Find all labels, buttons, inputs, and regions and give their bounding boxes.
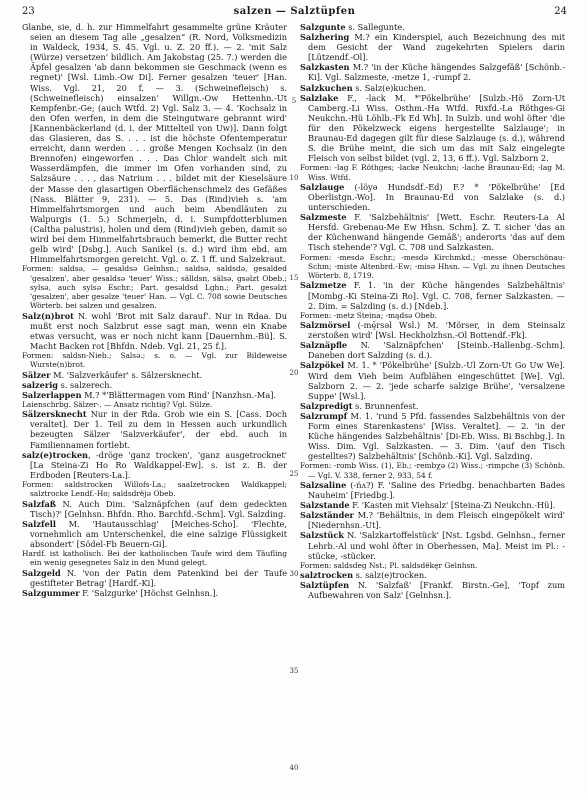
entry-text: Formen: saldsn-Nieb.; Salsə.; s. o. — Vgl. zur Bildeweise Wurste(n)brot. [22, 351, 287, 370]
dictionary-entry [300, 580, 565, 600]
dictionary-entry [22, 499, 287, 519]
entry-headword: Salzfell [22, 518, 56, 529]
line-number: 10 [289, 174, 299, 182]
entry-text: (-ńʌ?) F. 'Saline des Friedbg. benachbarten Bades Nauheim' [Friedbg.]. [308, 479, 565, 501]
entry-headword: Sälzersknecht [22, 409, 87, 420]
dictionary-entry [300, 182, 565, 212]
entry-text: Formen: -metz Steina; -mądsə Obeb. [300, 310, 437, 320]
entry-headword: Salzhering [300, 32, 350, 43]
entry-text: Formen: -romb Wiss. (1), Eb.; -rembχə (2) Wiss.; -rimpche (3) Schönb. — Vgl. V. 338, ferner 2, 933, 54 f. [300, 461, 565, 480]
forms-note [300, 163, 565, 182]
entry-text: M. 1. 'rund 5 Pfd. fassendes Salzbehältnis von der Form eines Starenkastens' [Wiss. Veraltet]. — 2. 'in der Küche hängendes Salzbehältnis' [Di-Eb. Wiss. Bi Bschbg.]. In Wiss. Dim. Vgl. Salzkasten. — 3. Dim. '(auf den Tisch gestelltes?) Salzbehältnis' [Schönb.-Ki]. Vgl. Salzding. [308, 410, 565, 462]
entry-text: Formen: saldsdeg Nst.; Pl. saldsdëkęr Gelnhsn. [300, 560, 478, 570]
entry-headword: Salzmörsel [300, 320, 351, 331]
entry-headword: salztrocken [300, 569, 354, 580]
dictionary-entry [22, 568, 287, 588]
entry-headword: Salzgeld [22, 567, 61, 578]
entry-text: M. 'Hautausschlag' [Meiches-Scho]. 'Flechte, vornehmlich am Unterschenkel, die eine salzige Flüssigkeit absondert' [Södel-Fb Beuern-Gi]. [30, 518, 287, 549]
entry-text: F., -lack M. *'Pökelbrühe' [Sulzb.-Hö Zorn-Ut Camberg.-Li Wiss. Osthm.-Ha Wtfd. Rixfd.-La Röthges-Gi Neukchn.-Hü Löhlb.-Fk Ed Wh]. In Sulzb. und wohl öfter 'die für den Pökelzweck eigens hergestellte Salzlauge'; in Braunau-Ed dagegen gilt für diese Salzlauge (s. d.), während S. die Brühe meint, die sich um das mit Salz eingelegte Fleisch von selbst bildet (vgl. 2, 13, 6 ff.). Vgl. Salzborn 2. [308, 92, 565, 164]
dictionary-entry [22, 311, 287, 351]
entry-text: Nur in der Rda. Grob wie ein S. [Cass. Doch veraltet]. Der 1. Teil zu dem in Hessen auch urkundlich bezeugten Sälzer 'Salzverkäufer', der ebd. auch in Familiennamen fortlebt. [30, 409, 287, 450]
dictionary-entry [300, 411, 565, 461]
entry-text: M.? 'Behältnis, in dem Fleisch eingepökelt wird' [Niedernhsn.-Ut]. [308, 510, 565, 531]
forms-note [22, 264, 287, 310]
dictionary-entry [22, 519, 287, 549]
entry-text: F. 'Kasten mit Viehsalz' [Steina-Zi Neukchn.-Hü]. [349, 500, 556, 511]
entry-text: Formen: saldstrocken Willofs-La.; saalzetrocken Waldkappel; salztrocke Lendf.-Ho; saldsdrëjə Obeb. [22, 479, 287, 499]
entry-text: Hardf. ist katholisch. Bei der katholischen Taufe wird dem Täufling ein wenig gesegnetes Salz in den Mund gelegt. [22, 549, 287, 568]
entry-headword: Salzlauge [300, 181, 345, 192]
entry-headword: Salzkuchen [300, 82, 353, 93]
line-number: 15 [289, 274, 299, 282]
entry-text: F. 'Salzgurke' [Höchst Gelnhsn.]. [79, 587, 219, 598]
entry-text: , -dröge 'ganz trocken', 'ganz ausgetrocknet' [La Steina-Zi Ho Ro Waldkappel-Ew]. s. ist z. B. der Erdboden [Reuters-La.]. [30, 449, 287, 480]
entry-text: N. 'Salznäpfchen' [Steinb.-Hallenbg.-Schm]. Daneben dort Salzding (s. d.). [308, 340, 565, 361]
entry-text: F. 1. 'in der Küche hängendes Salzbehältnis' [Mombg.-Ki Steina-Zi Ro]. Vgl. C. 708, ferner Salzkasten. — 2. Dim. = Salzding (s. d.) [Ndeb.]. [308, 280, 565, 311]
dictionary-entry [300, 340, 565, 360]
dictionary-entry [300, 320, 565, 340]
entry-headword: Salzgummer [22, 587, 80, 598]
entry-text: Laienschrbg. Sälzer-. — Ansatz richtig? Vgl. Sülze. [22, 399, 213, 409]
entry-text: N. Auch Dim. 'Salznäpfchen (auf dem gedeckten Tisch)?' [Gelnhsn. Bhfdn. Rho. Barchfd.-Schm]. Vgl. Salzding. [30, 498, 287, 519]
entry-text: N. wohl 'Brot mit Salz darauf'. Nur in Rdaa. Du mußt erst noch Salzbrut esse sagt man, wenn ein Knabe etwas versucht, was er noch nicht kann [Dauernhm.-Bü]. S. Macht Backen rot [Bhfdn. Ndeb. Vgl. 21, 25 f.]. [30, 310, 287, 352]
entry-headword: Salzlake [300, 92, 339, 103]
forms-note [300, 311, 565, 320]
entry-headword: Salzmetze [300, 280, 347, 291]
entry-headword: Salznäpfle [300, 340, 348, 351]
entry-text: s. salzerech. [58, 379, 113, 390]
entry-headword: Salztüpfen [300, 580, 350, 591]
entry-text: (-löyə Hundsdf.-Ed) F.? * 'Pökelbrühe' [Ed Oberlistgn.-Wo]. In Braunau-Ed von Salzlake (s. d.) unterschieden. [308, 181, 565, 213]
entry-headword: Salzstück [300, 530, 344, 541]
forms-note [300, 561, 565, 570]
entry-headword: Salzpökel [300, 360, 345, 371]
line-number: 25 [289, 470, 299, 478]
entry-headword: Salzrumpf [300, 410, 348, 421]
entry-text: Formen: -mesdə Eschr.; -mesdə Kirchmkd.; -messe Oberschönau-Schm; -miste Altenbrd.-Ew; -misə Hhsn. — Vgl. zu ihnen Deutsches Wörterb. 8, 1719. [300, 252, 565, 281]
entry-headword: Salzkasten [300, 62, 350, 73]
entry-headword: Salz(n)brot [22, 310, 74, 321]
running-title: salzen — Salztüpfen [233, 6, 356, 17]
entry-text: N. 'Salzfaß' [Frankf. Birstn.-Ge], 'Topf zum Aufbewahren von Salz' [Gelnhsn.]. [308, 580, 565, 601]
dictionary-entry [300, 360, 565, 400]
entry-text: N. 'von der Patin dem Patenkind bei der Taufe gestifteter Betrag' [Hardf.-Ki]. [30, 567, 287, 588]
line-number: 30 [289, 570, 299, 578]
entry-headword: Salzfaß [22, 498, 57, 509]
entry-headword: Salzsaline [300, 479, 347, 490]
entry-text: M.? 'in der Küche hängendes Salzgefäß' [Schönb.-Ki]. Vgl. Salzmeste, -metze 1, -rumpf 2. [308, 62, 565, 83]
dictionary-entry [300, 500, 565, 510]
dictionary-entry [300, 280, 565, 310]
dictionary-entry [22, 22, 287, 264]
entry-text: Formen: saldsə, — gesaldsə Gelnhsn.; saldsə, saldsdə, gesalded 'gesalzen', aber gesaldsə 'teuer' Wiss.; sälldsn, sälsə, gsəlzt Obeb.; sylsə, auch sylsə Eschr.; Part. gesəldsd Lghn.; Part. gesəlzt 'gesalzen', aber gesəlze 'teuer' Han. — Vgl. C. 708 sowie Deutsches Wörterb. bei salzen und gesalzen. [22, 264, 287, 311]
dictionary-entry [300, 22, 565, 32]
entry-headword: Salzstande [300, 500, 350, 511]
entry-text: Glanbe, sie, d. h. zur Himmelfahrt gesammelte grüne Kräuter seien an diesem Tag alle „gesalzen“ (R. Nord, Volksmedizin in Waldeck, 1934, S. 45. Vgl. u. Z. 20 ff.). — 2. 'mit Salz (Würze) versetzen' bildlich. Am Jakobstag (25. 7.) werden die Äpfel gesalzen 'ab dann bekommen sie Geschmack (wenn es regnet)' [Wsl. Limb.-Ow Di]. Ferner gesalzen 'teuer' [Han. Wiss. Vgl. 21, 20 f. — 3. (Schweinefleisch) s. (Schweinefleisch) einsalzen' Willgn.-Ow Hettenhn.-Ut Kempfenbr.-Ge; (auch Wtfd. 2) Vgl. Salz 3. — 4. 'Kochsalz in den Ofen werfen, in dem die Steingutware gebrannt wird' [Kannenbäckerland (d. i. der Mittelteil von Uw)]. Dann folgt das Glasieren, das S. . . . ist die höchste Ofentemperatur erreicht, dann werden . . . große Mengen Kochsalz (in den Brennofen) eingeworfen . . . Das Chlor wandelt sich mit Wasserdämpfen, die immer im Ofen vorhanden sind, zu Salzsäure . . . , das Natrium . . . bildet mit der Kieselsäure der Masse den glasartigen Oberflächenschmelz des Gefäßes (Nass. Blätter 9, 231). — 5. Das (Rind)vieh s. 'am Himmelfahrtsmorgen und auch beim Abendläuten zu Walpurgis (1. 5.) Schmerjeln, d. i. Sumpfdotterblumen (Caltha palustris), holen und dem (Rind)vieh geben, damit so wird bei dem Himmelfahrtsbrauch bemerkt, die Butter recht gelb wird' [Dsbg.]. Auch Sanikel (s. d.) wird ihm ebd. am Himmelfahrtsmorgen gereicht. Vgl. o. Z. 1 ff. und Salzekraut. [22, 22, 287, 265]
dictionary-entry [22, 588, 287, 598]
right-column [300, 22, 565, 794]
forms-note [22, 400, 287, 409]
forms-note [22, 549, 287, 568]
line-number: 20 [289, 369, 299, 377]
forms-note [300, 461, 565, 480]
entry-text: s. Salz(e)kuchen. [352, 82, 427, 93]
dictionary-entry [300, 32, 565, 62]
line-number: 5 [291, 97, 297, 105]
entry-headword: Salzgunte [300, 22, 346, 32]
dictionary-entry [300, 83, 565, 93]
page-number-right: 24 [554, 6, 567, 17]
entry-text: Formen: -lag F. Röthges; -lacke Neukchn; -lache Braunau-Ed; -lag M. Wiss. Wtfd. [300, 163, 565, 182]
entry-headword: Salzerlappen [22, 389, 82, 400]
dictionary-entry [300, 510, 565, 530]
forms-note [300, 253, 565, 281]
entry-text: s. salz(e)trocken. [353, 569, 427, 580]
page-number-left: 23 [22, 6, 35, 17]
dictionary-entry [22, 370, 287, 380]
line-number: 35 [289, 667, 299, 675]
entry-text: M. 'Salzverkäufer' s. Sälzersknecht. [50, 369, 203, 380]
entry-text: N. 'Salzkartoffelstück' [Nst. Lgsbd. Gelnhsn., ferner Lehrb.-Al und wohl öfter in Oberhessen, Ma]. Meist im Pl.: -stücke, -stücker. [308, 530, 565, 561]
forms-note [22, 480, 287, 499]
line-number-gutter [288, 22, 300, 794]
dictionary-entry [300, 480, 565, 500]
entry-headword: Salzmeste [300, 212, 347, 223]
entry-headword: Salzpredigt [300, 400, 353, 411]
entry-text: M.? *'Blättermagen vom Rind' [Nanzhsn.-Ma]. [81, 389, 276, 400]
entry-text: s. Sallegunte. [345, 22, 405, 32]
page-header [22, 6, 567, 20]
entry-text: F. 'Salzbehältnis' [Wett. Eschr. Reuters-La Al Hersfd. Grebenau-Me Ew Hhsn. Schm]. Z. T. sicher 'das an der Küchenwand hängende Gemäß'; anderorts 'das auf dem Tisch stehende'? Vgl. C. 708 und Salzkasten. [308, 212, 565, 253]
line-number: 40 [289, 764, 299, 772]
entry-text: (-mę̄rsəl Wsl.) M. 'Mörser, in dem Steinsalz zerstoßen wird' [Wsl. Heckholzhsn.-Ol Bottendf.-Fk]. [308, 320, 565, 341]
entry-headword: salz(e)trocken [22, 449, 89, 460]
dictionary-entry [300, 401, 565, 411]
dictionary-entry [300, 62, 565, 82]
forms-note [22, 351, 287, 370]
entry-headword: Salzständer [300, 510, 354, 521]
left-column [22, 22, 287, 794]
entry-text: s. Brunnenfest. [352, 400, 419, 411]
dictionary-entry [300, 93, 565, 164]
dictionary-entry [300, 530, 565, 560]
dictionary-entry [22, 390, 287, 400]
entry-headword: salzerig [22, 379, 59, 390]
dictionary-entry [300, 212, 565, 252]
entry-text: M.? ein Kinderspiel, auch Bezeichnung des mit dem Gesicht der Wand zugekehrten Spielers darin [Lützendf.-Ol]. [308, 32, 565, 63]
dictionary-entry [22, 450, 287, 480]
entry-text: M. 1. * 'Pökelbrühe' [Sulzb.-Ul Zorn-Ut Go Uw We]. Wird dem Vieh beim Aufblähen eingeschüttet [We]. Vgl. Salzborn 2. — 2. 'jede scharfe salzige Brühe', 'versalzene Suppe' [Wsl.]. [308, 360, 565, 401]
dictionary-entry [22, 409, 287, 449]
entry-headword: Sälzer [22, 369, 51, 380]
dictionary-entry [300, 570, 565, 580]
dictionary-entry [22, 380, 287, 390]
